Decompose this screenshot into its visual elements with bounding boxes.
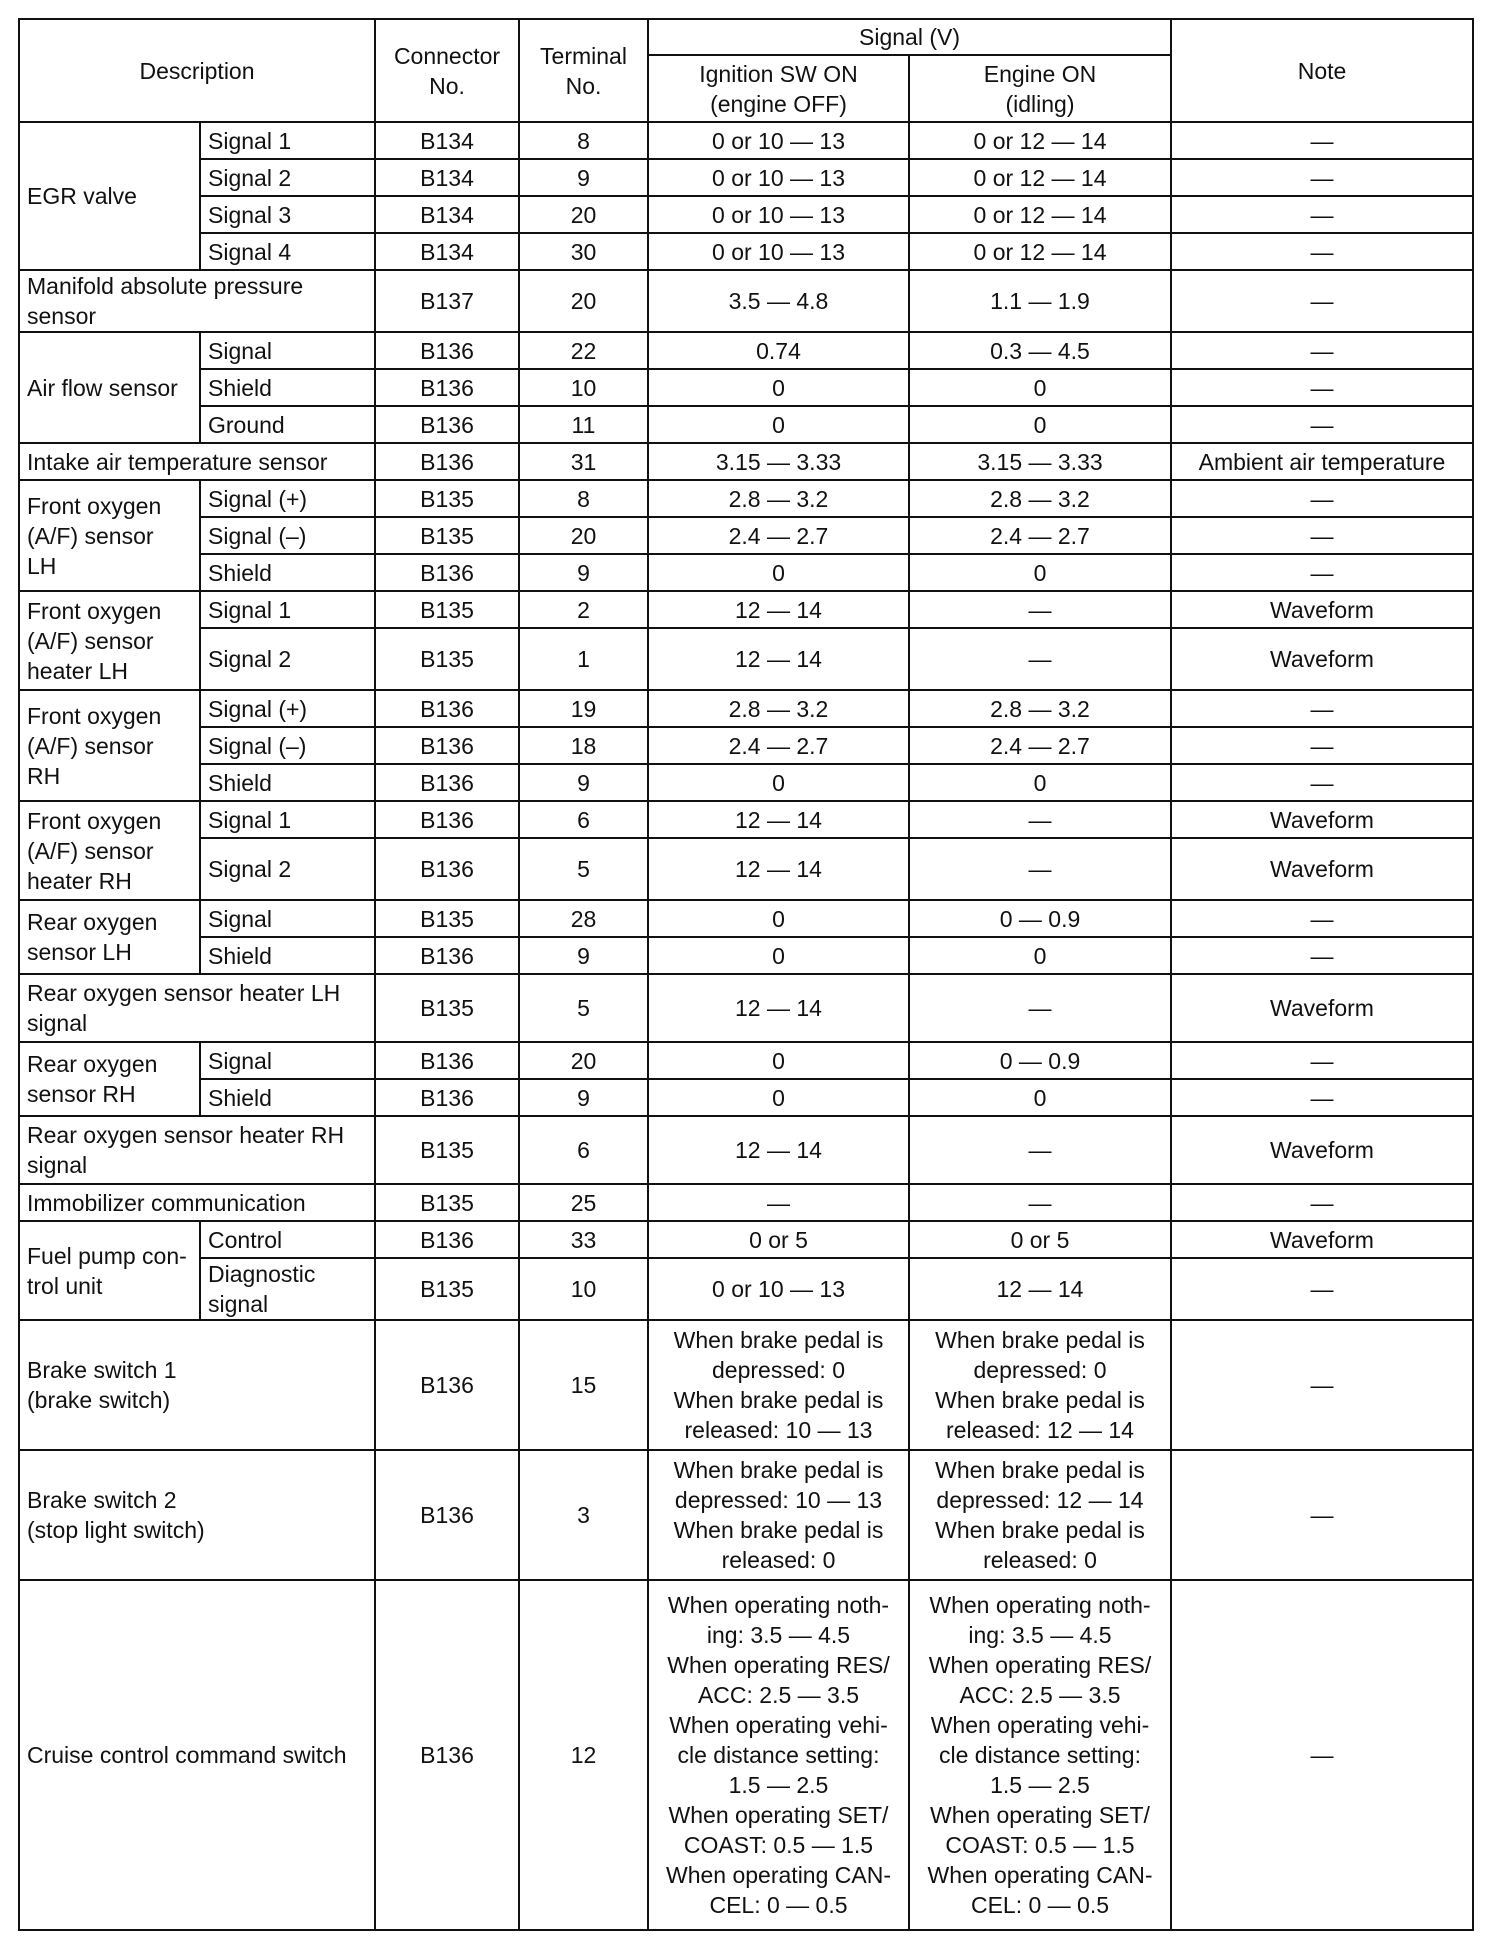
ignition-sw-on-value: 0 or 10 — 13 <box>648 122 909 159</box>
table-row <box>19 233 1473 270</box>
connector-no-cell: B136 <box>375 1079 519 1116</box>
row-sub-description: Signal 1 <box>200 801 375 838</box>
row-group-description: Fuel pump con- trol unit <box>19 1221 200 1320</box>
row-description: Manifold absolute pressure sensor <box>19 270 375 332</box>
table-row <box>19 1079 1473 1116</box>
connector-no-cell: B136 <box>375 1221 519 1258</box>
ignition-sw-on-value: 2.4 — 2.7 <box>648 727 909 764</box>
row-group-description: Rear oxygen sensor LH <box>19 900 200 974</box>
row-sub-description: Signal 2 <box>200 628 375 690</box>
table-row <box>19 1320 1473 1450</box>
table-row <box>19 1450 1473 1580</box>
row-group-description: Front oxygen (A/F) sensor heater RH <box>19 801 200 900</box>
table-row <box>19 591 1473 628</box>
ignition-sw-on-value: 2.8 — 3.2 <box>648 690 909 727</box>
engine-on-value: 0 <box>909 406 1171 443</box>
note-cell: Waveform <box>1171 974 1473 1042</box>
ignition-sw-on-value: 0 <box>648 554 909 591</box>
row-sub-description: Signal 1 <box>200 122 375 159</box>
ignition-sw-on-value: 0 <box>648 369 909 406</box>
row-group-description: EGR valve <box>19 122 200 270</box>
ignition-sw-on-value: 0 or 10 — 13 <box>648 196 909 233</box>
row-group-description: Air flow sensor <box>19 332 200 443</box>
row-sub-description: Shield <box>200 1079 375 1116</box>
ignition-sw-on-value: — <box>648 1184 909 1221</box>
connector-no-cell: B136 <box>375 727 519 764</box>
engine-on-value: 0.3 — 4.5 <box>909 332 1171 369</box>
table-row <box>19 480 1473 517</box>
note-cell: — <box>1171 122 1473 159</box>
note-cell: — <box>1171 937 1473 974</box>
connector-no-cell: B136 <box>375 332 519 369</box>
engine-on-value: — <box>909 1116 1171 1184</box>
connector-no-cell: B136 <box>375 554 519 591</box>
note-cell: — <box>1171 406 1473 443</box>
ignition-sw-on-value: 0 <box>648 764 909 801</box>
engine-on-value: 0 or 12 — 14 <box>909 196 1171 233</box>
ignition-sw-on-value: When brake pedal is depressed: 0 When brake pedal is released: 10 — 13 <box>648 1320 909 1450</box>
header-signal-v: Signal (V) <box>648 19 1171 55</box>
row-description: Intake air temperature sensor <box>19 443 375 480</box>
note-cell: — <box>1171 900 1473 937</box>
engine-on-value: — <box>909 838 1171 900</box>
terminal-no-cell: 9 <box>519 1079 648 1116</box>
note-cell: — <box>1171 727 1473 764</box>
row-sub-description: Signal 1 <box>200 591 375 628</box>
row-sub-description: Control <box>200 1221 375 1258</box>
ignition-sw-on-value: 3.5 — 4.8 <box>648 270 909 332</box>
table-row <box>19 1042 1473 1079</box>
engine-on-value: 0 — 0.9 <box>909 1042 1171 1079</box>
connector-no-cell: B134 <box>375 122 519 159</box>
note-cell: Waveform <box>1171 838 1473 900</box>
terminal-no-cell: 6 <box>519 1116 648 1184</box>
engine-on-value: 3.15 — 3.33 <box>909 443 1171 480</box>
connector-no-cell: B135 <box>375 591 519 628</box>
terminal-no-cell: 9 <box>519 554 648 591</box>
engine-on-value: — <box>909 591 1171 628</box>
row-description: Rear oxygen sensor heater RH signal <box>19 1116 375 1184</box>
note-cell: Ambient air temperature <box>1171 443 1473 480</box>
row-sub-description: Signal <box>200 900 375 937</box>
engine-on-value: 0 or 12 — 14 <box>909 159 1171 196</box>
engine-on-value: When operating noth- ing: 3.5 — 4.5 When operating RES/ ACC: 2.5 — 3.5 When operating vehi- cle distance setting: 1.5 — 2.5 When operating SET/ COAST: 0.5 — 1.5 When operating CAN- CEL: 0 — 0.5 <box>909 1580 1171 1930</box>
terminal-no-cell: 15 <box>519 1320 648 1450</box>
note-cell: — <box>1171 233 1473 270</box>
header-note: Note <box>1171 19 1473 122</box>
row-sub-description: Signal (+) <box>200 480 375 517</box>
engine-on-value: 2.4 — 2.7 <box>909 727 1171 764</box>
terminal-no-cell: 19 <box>519 690 648 727</box>
ignition-sw-on-value: 12 — 14 <box>648 628 909 690</box>
connector-no-cell: B134 <box>375 159 519 196</box>
terminal-no-cell: 9 <box>519 764 648 801</box>
row-sub-description: Shield <box>200 764 375 801</box>
note-cell: — <box>1171 369 1473 406</box>
connector-no-cell: B136 <box>375 764 519 801</box>
connector-no-cell: B136 <box>375 1320 519 1450</box>
row-sub-description: Shield <box>200 369 375 406</box>
ignition-sw-on-value: 0 <box>648 406 909 443</box>
note-cell: — <box>1171 1079 1473 1116</box>
table-row <box>19 690 1473 727</box>
note-cell: — <box>1171 1042 1473 1079</box>
ignition-sw-on-value: 0 <box>648 1079 909 1116</box>
connector-no-cell: B135 <box>375 628 519 690</box>
terminal-no-cell: 8 <box>519 122 648 159</box>
table-row <box>19 406 1473 443</box>
row-sub-description: Signal <box>200 332 375 369</box>
note-cell: — <box>1171 1184 1473 1221</box>
row-sub-description: Shield <box>200 937 375 974</box>
table-row <box>19 1116 1473 1184</box>
note-cell: Waveform <box>1171 1116 1473 1184</box>
ignition-sw-on-value: When operating noth- ing: 3.5 — 4.5 When operating RES/ ACC: 2.5 — 3.5 When operating vehi- cle distance setting: 1.5 — 2.5 When operating SET/ COAST: 0.5 — 1.5 When operating CAN- CEL: 0 — 0.5 <box>648 1580 909 1930</box>
engine-on-value: 0 <box>909 764 1171 801</box>
row-description: Brake switch 2 (stop light switch) <box>19 1450 375 1580</box>
note-cell: — <box>1171 554 1473 591</box>
note-cell: — <box>1171 764 1473 801</box>
terminal-no-cell: 9 <box>519 159 648 196</box>
row-group-description: Front oxygen (A/F) sensor RH <box>19 690 200 801</box>
engine-on-value: — <box>909 1184 1171 1221</box>
note-cell: — <box>1171 270 1473 332</box>
terminal-no-cell: 3 <box>519 1450 648 1580</box>
table-row <box>19 1258 1473 1320</box>
engine-on-value: 0 or 5 <box>909 1221 1171 1258</box>
terminal-no-cell: 33 <box>519 1221 648 1258</box>
note-cell: Waveform <box>1171 628 1473 690</box>
connector-no-cell: B136 <box>375 406 519 443</box>
ignition-sw-on-value: 12 — 14 <box>648 838 909 900</box>
ignition-sw-on-value: 0 or 5 <box>648 1221 909 1258</box>
engine-on-value: 0 — 0.9 <box>909 900 1171 937</box>
terminal-no-cell: 28 <box>519 900 648 937</box>
row-sub-description: Signal (–) <box>200 517 375 554</box>
connector-no-cell: B134 <box>375 196 519 233</box>
table-row <box>19 1184 1473 1221</box>
table-row <box>19 838 1473 900</box>
ignition-sw-on-value: 0 or 10 — 13 <box>648 233 909 270</box>
engine-on-value: — <box>909 628 1171 690</box>
note-cell: — <box>1171 480 1473 517</box>
connector-no-cell: B136 <box>375 443 519 480</box>
table-row <box>19 369 1473 406</box>
engine-on-value: 0 <box>909 369 1171 406</box>
terminal-no-cell: 8 <box>519 480 648 517</box>
row-description: Rear oxygen sensor heater LH signal <box>19 974 375 1042</box>
connector-no-cell: B135 <box>375 974 519 1042</box>
note-cell: — <box>1171 1580 1473 1930</box>
ignition-sw-on-value: 0.74 <box>648 332 909 369</box>
terminal-no-cell: 6 <box>519 801 648 838</box>
connector-no-cell: B137 <box>375 270 519 332</box>
note-cell: Waveform <box>1171 801 1473 838</box>
engine-on-value: 0 or 12 — 14 <box>909 233 1171 270</box>
table-row <box>19 517 1473 554</box>
table-row <box>19 900 1473 937</box>
note-cell: — <box>1171 332 1473 369</box>
row-sub-description: Signal 2 <box>200 159 375 196</box>
engine-on-value: When brake pedal is depressed: 12 — 14 When brake pedal is released: 0 <box>909 1450 1171 1580</box>
connector-no-cell: B135 <box>375 900 519 937</box>
ignition-sw-on-value: 12 — 14 <box>648 591 909 628</box>
table-row <box>19 628 1473 690</box>
row-description: Cruise control command switch <box>19 1580 375 1930</box>
ignition-sw-on-value: 12 — 14 <box>648 1116 909 1184</box>
table-row <box>19 727 1473 764</box>
header-engine-on: Engine ON (idling) <box>909 55 1171 122</box>
terminal-no-cell: 9 <box>519 937 648 974</box>
connector-no-cell: B134 <box>375 233 519 270</box>
header-ignition-sw-on: Ignition SW ON (engine OFF) <box>648 55 909 122</box>
table-row <box>19 443 1473 480</box>
row-group-description: Front oxygen (A/F) sensor heater LH <box>19 591 200 690</box>
connector-no-cell: B136 <box>375 1042 519 1079</box>
header-connector-no: Connector No. <box>375 19 519 122</box>
terminal-no-cell: 20 <box>519 196 648 233</box>
signal-table <box>18 18 1474 1931</box>
terminal-no-cell: 10 <box>519 369 648 406</box>
engine-on-value: 1.1 — 1.9 <box>909 270 1171 332</box>
ignition-sw-on-value: 0 <box>648 937 909 974</box>
note-cell: — <box>1171 1258 1473 1320</box>
connector-no-cell: B136 <box>375 690 519 727</box>
terminal-no-cell: 1 <box>519 628 648 690</box>
note-cell: Waveform <box>1171 591 1473 628</box>
engine-on-value: 2.8 — 3.2 <box>909 480 1171 517</box>
terminal-no-cell: 5 <box>519 974 648 1042</box>
ignition-sw-on-value: 0 <box>648 900 909 937</box>
engine-on-value: When brake pedal is depressed: 0 When brake pedal is released: 12 — 14 <box>909 1320 1171 1450</box>
table-body <box>19 122 1473 1930</box>
engine-on-value: — <box>909 801 1171 838</box>
connector-no-cell: B136 <box>375 1580 519 1930</box>
ignition-sw-on-value: 2.8 — 3.2 <box>648 480 909 517</box>
header-description: Description <box>19 19 375 122</box>
engine-on-value: 0 <box>909 937 1171 974</box>
connector-no-cell: B136 <box>375 801 519 838</box>
connector-no-cell: B136 <box>375 937 519 974</box>
connector-no-cell: B136 <box>375 838 519 900</box>
terminal-no-cell: 10 <box>519 1258 648 1320</box>
ignition-sw-on-value: 2.4 — 2.7 <box>648 517 909 554</box>
engine-on-value: 0 <box>909 554 1171 591</box>
engine-on-value: 2.8 — 3.2 <box>909 690 1171 727</box>
terminal-no-cell: 22 <box>519 332 648 369</box>
note-cell: — <box>1171 159 1473 196</box>
terminal-no-cell: 20 <box>519 1042 648 1079</box>
terminal-no-cell: 30 <box>519 233 648 270</box>
terminal-no-cell: 20 <box>519 517 648 554</box>
engine-on-value: 2.4 — 2.7 <box>909 517 1171 554</box>
row-sub-description: Ground <box>200 406 375 443</box>
row-sub-description: Signal 3 <box>200 196 375 233</box>
ignition-sw-on-value: 12 — 14 <box>648 974 909 1042</box>
row-sub-description: Signal (–) <box>200 727 375 764</box>
note-cell: — <box>1171 1450 1473 1580</box>
terminal-no-cell: 31 <box>519 443 648 480</box>
header-terminal-no: Terminal No. <box>519 19 648 122</box>
engine-on-value: — <box>909 974 1171 1042</box>
note-cell: — <box>1171 690 1473 727</box>
terminal-no-cell: 25 <box>519 1184 648 1221</box>
connector-no-cell: B136 <box>375 369 519 406</box>
row-sub-description: Signal 4 <box>200 233 375 270</box>
note-cell: — <box>1171 1320 1473 1450</box>
table-row <box>19 937 1473 974</box>
terminal-no-cell: 12 <box>519 1580 648 1930</box>
terminal-no-cell: 2 <box>519 591 648 628</box>
ignition-sw-on-value: 0 or 10 — 13 <box>648 159 909 196</box>
table-row <box>19 122 1473 159</box>
table-row <box>19 1221 1473 1258</box>
terminal-no-cell: 11 <box>519 406 648 443</box>
row-description: Brake switch 1 (brake switch) <box>19 1320 375 1450</box>
table-row <box>19 554 1473 591</box>
ignition-sw-on-value: 3.15 — 3.33 <box>648 443 909 480</box>
table-row <box>19 270 1473 332</box>
engine-on-value: 0 <box>909 1079 1171 1116</box>
terminal-no-cell: 18 <box>519 727 648 764</box>
table-row <box>19 196 1473 233</box>
row-group-description: Rear oxygen sensor RH <box>19 1042 200 1116</box>
terminal-no-cell: 20 <box>519 270 648 332</box>
engine-on-value: 0 or 12 — 14 <box>909 122 1171 159</box>
table-row <box>19 801 1473 838</box>
connector-no-cell: B135 <box>375 1184 519 1221</box>
note-cell: Waveform <box>1171 1221 1473 1258</box>
connector-no-cell: B135 <box>375 1116 519 1184</box>
connector-no-cell: B135 <box>375 517 519 554</box>
table-row <box>19 974 1473 1042</box>
connector-no-cell: B136 <box>375 1450 519 1580</box>
table-row <box>19 764 1473 801</box>
ignition-sw-on-value: When brake pedal is depressed: 10 — 13 When brake pedal is released: 0 <box>648 1450 909 1580</box>
table-row <box>19 332 1473 369</box>
engine-on-value: 12 — 14 <box>909 1258 1171 1320</box>
table-row <box>19 1580 1473 1930</box>
row-sub-description: Signal (+) <box>200 690 375 727</box>
row-group-description: Front oxygen (A/F) sensor LH <box>19 480 200 591</box>
row-sub-description: Signal 2 <box>200 838 375 900</box>
note-cell: — <box>1171 196 1473 233</box>
ignition-sw-on-value: 12 — 14 <box>648 801 909 838</box>
row-sub-description: Signal <box>200 1042 375 1079</box>
connector-no-cell: B135 <box>375 1258 519 1320</box>
row-sub-description: Diagnostic signal <box>200 1258 375 1320</box>
connector-no-cell: B135 <box>375 480 519 517</box>
row-sub-description: Shield <box>200 554 375 591</box>
table-row <box>19 159 1473 196</box>
ignition-sw-on-value: 0 or 10 — 13 <box>648 1258 909 1320</box>
row-description: Immobilizer communication <box>19 1184 375 1221</box>
terminal-no-cell: 5 <box>519 838 648 900</box>
note-cell: — <box>1171 517 1473 554</box>
ignition-sw-on-value: 0 <box>648 1042 909 1079</box>
